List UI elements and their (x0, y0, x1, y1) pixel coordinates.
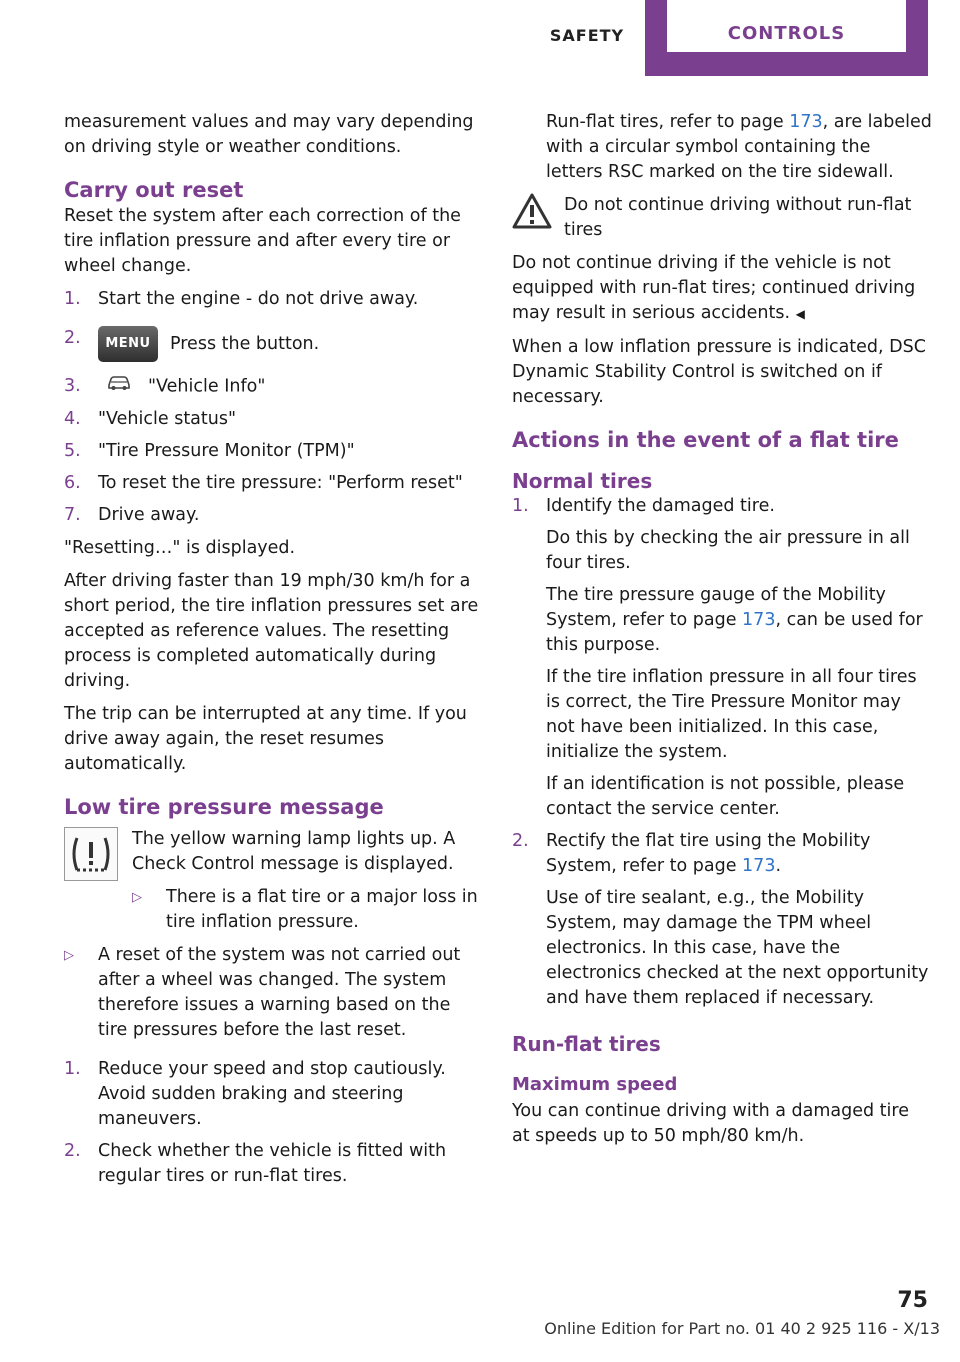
step-number: 1. (64, 289, 81, 309)
warning-cause-2 (64, 943, 482, 1043)
step-text: Do this by checking the air pressure in all four tires. (546, 528, 910, 573)
reset-step-2 (64, 326, 482, 362)
reset-paragraph: Reset the system after each correction of the tire inflation pressure and after every tire or wheel change. (64, 206, 461, 276)
reset-step-7 (64, 503, 482, 528)
flat-tire-steps (512, 494, 932, 1011)
page-header (0, 0, 960, 78)
step-number: 2. (64, 328, 81, 348)
tab-controls[interactable] (645, 0, 928, 76)
page-link-173[interactable]: 173 (742, 610, 776, 630)
warning-lamp-block (64, 827, 482, 935)
caution-body: Do not continue driving if the vehicle is not equipped with run-flat tires; continued driving may result in serious accidents. (512, 253, 916, 323)
step-number: 7. (64, 504, 81, 525)
reset-step-4 (64, 407, 482, 432)
step-text: Check whether the vehicle is fitted with regular tires or run-flat tires. (98, 1140, 447, 1186)
warning-cause-list (132, 885, 482, 935)
action-steps (64, 1057, 482, 1189)
step-text: "Vehicle status" (98, 408, 237, 429)
resetting-text: "Resetting…" is displayed. (64, 537, 296, 558)
step-number: 4. (64, 408, 81, 429)
step-text: Press the button. (170, 334, 320, 354)
page-link-173[interactable]: 173 (742, 856, 776, 876)
reset-step-6 (64, 471, 482, 496)
step-number: 1. (512, 496, 529, 516)
step-number: 2. (64, 1140, 81, 1161)
caution-block (512, 193, 932, 243)
heading-run-flat-tires: Run-flat tires (512, 1032, 661, 1056)
tire-pressure-warning-icon (64, 827, 118, 881)
bullet-text: A reset of the system was not carried out after a wheel was changed. The system therefore issues a warning based on the tire pressures before the last reset. (98, 944, 461, 1040)
heading-flat-tire-actions: Actions in the event of a flat tire (512, 428, 899, 452)
step-text: If an identification is not possible, please contact the service center. (546, 774, 905, 819)
step-text: If the tire inflation pressure in all four tires is correct, the Tire Pressure Monitor may not have been initialized. In this case, initialize the system. (546, 667, 917, 762)
caution-title: Do not continue driving without run-flat tires (564, 195, 912, 240)
left-column (64, 110, 482, 1197)
flat-step-1 (512, 494, 932, 822)
step-number: 5. (64, 440, 81, 461)
step-text: "Vehicle Info" (148, 376, 266, 397)
step-number: 6. (64, 472, 81, 493)
intro-text: measurement values and may vary depending on driving style or weather conditions. (64, 112, 474, 157)
reset-step-3 (64, 374, 482, 400)
heading-normal-tires: Normal tires (512, 469, 653, 493)
bullet-text: There is a flat tire or a major loss in tire inflation pressure. (166, 886, 478, 932)
runflat-text-b: , are labeled with a circular symbol containing the letters RSC marked on the tire sidewall. (546, 112, 932, 182)
action-step-2 (64, 1139, 482, 1189)
step-number: 2. (512, 831, 529, 851)
reset-cause-list (64, 943, 482, 1043)
runflat-text-a: Run-flat tires, refer to page (546, 112, 790, 132)
vehicle-info-car-icon (106, 374, 134, 399)
step-number: 1. (64, 1058, 81, 1079)
menu-button-icon: MENU (98, 326, 158, 362)
step-number: 3. (64, 376, 81, 396)
triangle-bullet-icon: ▷ (132, 889, 142, 905)
reset-step-1 (64, 287, 482, 312)
tab-controls-label: CONTROLS (667, 0, 906, 52)
gauge-text-b: , can be used for this purpose. (546, 610, 923, 655)
action-step-1 (64, 1057, 482, 1132)
gauge-text-a: The tire pressure gauge of the Mobility System, refer to page (546, 585, 886, 630)
step-text: Reduce your speed and stop cautiously. Avoid sudden braking and steering maneuvers. (98, 1058, 446, 1129)
warning-cause-1 (132, 885, 482, 935)
heading-maximum-speed: Maximum speed (512, 1074, 678, 1095)
page-link-173[interactable]: 173 (789, 112, 823, 132)
step-title: Identify the damaged tire. (546, 496, 775, 516)
step-text: Start the engine - do not drive away. (98, 289, 419, 309)
reset-step-5 (64, 439, 482, 464)
step-text: Use of tire sealant, e.g., the Mobility System, may damage the TPM wheel electronics. In this case, have the electronics checked at the next opportunity and have them replaced if necessary. (546, 888, 929, 1008)
dsc-text: When a low inflation pressure is indicated, DSC Dynamic Stability Control is switched on if necessary. (512, 337, 926, 407)
heading-carry-out-reset: Carry out reset (64, 178, 244, 202)
reset-steps (64, 287, 482, 528)
step2-text-b: . (775, 856, 782, 876)
step-text-gauge (546, 583, 932, 658)
end-mark-icon: ◀ (795, 307, 805, 321)
after-driving-text: After driving faster than 19 mph/30 km/h for a short period, the tire inflation pressures set are accepted as reference values. The resetting process is completed automatically during driving. (64, 570, 479, 691)
runflat-label-text (512, 110, 932, 185)
heading-low-tire-pressure: Low tire pressure message (64, 794, 384, 819)
caution-text (512, 251, 932, 327)
tab-safety[interactable]: SAFETY (549, 26, 625, 45)
warning-lamp-text: The yellow warning lamp lights up. A Check Control message is displayed. (132, 828, 456, 874)
step-title (546, 829, 932, 879)
maximum-speed-text: You can continue driving with a damaged tire at speeds up to 50 mph/80 km/h. (512, 1101, 909, 1146)
trip-interrupt-text: The trip can be interrupted at any time. If you drive away again, the reset resumes automatically. (64, 703, 467, 774)
caution-triangle-icon (512, 193, 552, 229)
page-number: 75 (897, 1288, 928, 1313)
flat-step-2 (512, 829, 932, 1011)
step-text: Drive away. (98, 504, 200, 525)
right-column (512, 110, 932, 1157)
step-text: "Tire Pressure Monitor (TPM)" (98, 440, 355, 461)
step2-text-a: Rectify the flat tire using the Mobility System, refer to page (546, 831, 871, 876)
footer-edition: Online Edition for Part no. 01 40 2 925 116 - X/13 (544, 1319, 940, 1338)
step-text: To reset the tire pressure: "Perform reset" (98, 472, 463, 493)
triangle-bullet-icon: ▷ (64, 947, 74, 963)
